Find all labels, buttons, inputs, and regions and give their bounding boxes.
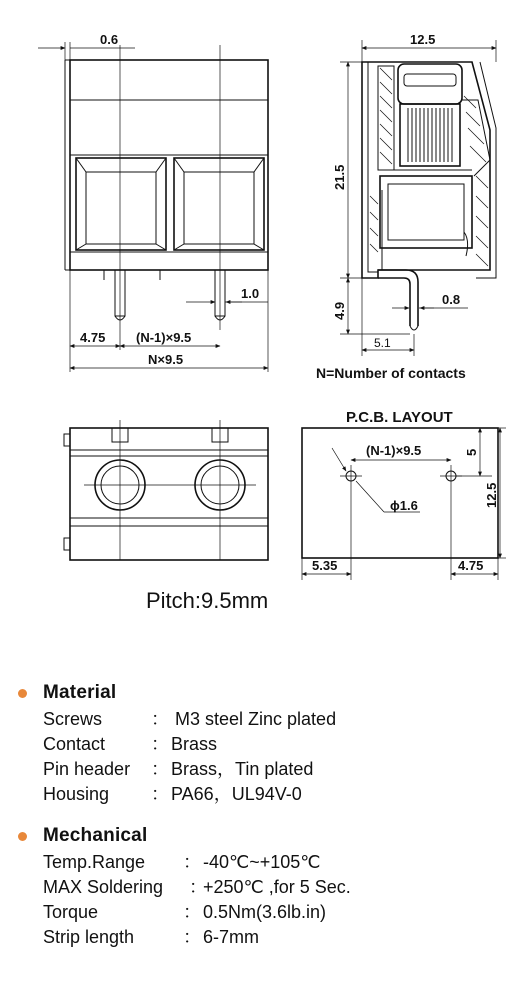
- spec-key: Temp.Range: [43, 852, 146, 872]
- spec-row: [14, 923, 514, 948]
- spec-separator: ：: [189, 877, 207, 897]
- dim-front-edge: 4.75: [80, 330, 106, 345]
- spec-key: Screws: [43, 709, 103, 729]
- dim-side-height: 21.5: [332, 164, 347, 190]
- mechanical-title: Mechanical: [43, 825, 148, 846]
- spec-value: PA66，UL94V-0: [171, 784, 302, 804]
- spec-row: [14, 848, 514, 873]
- material-title: Material: [43, 682, 117, 703]
- dim-pcb-12-5: 12.5: [484, 482, 499, 508]
- spec-key: Strip length: [43, 927, 135, 947]
- spec-key: Housing: [43, 784, 110, 804]
- spec-separator: ：: [151, 734, 169, 754]
- side-view: [316, 32, 496, 381]
- spec-row: [14, 898, 514, 923]
- dim-pcb-left: 5.35: [312, 558, 338, 573]
- top-view: [64, 420, 268, 560]
- spec-value: Brass: [171, 734, 218, 754]
- bullet-icon: [18, 689, 27, 698]
- screw-thread: [408, 108, 452, 162]
- spec-separator: ：: [183, 852, 201, 872]
- dim-pcb-pitch-sum: (N-1)×9.5: [366, 443, 422, 458]
- dim-side-width: 12.5: [410, 32, 436, 47]
- spec-value: M3 steel Zinc plated: [175, 709, 337, 729]
- pcb-layout: [302, 409, 506, 580]
- contacts-note: N=Number of contacts: [316, 365, 466, 381]
- spec-value: 0.5Nm(3.6lb.in): [203, 902, 327, 922]
- material-header: [14, 681, 514, 705]
- material-section: [14, 681, 514, 805]
- mechanical-section: [14, 824, 514, 948]
- dim-pcb-5: 5: [464, 448, 479, 456]
- pcb-layout-title: P.C.B. LAYOUT: [346, 409, 453, 426]
- spec-row: [14, 755, 514, 780]
- spec-key: Torque: [43, 902, 99, 922]
- mechanical-header: [14, 824, 514, 848]
- spec-separator: ：: [151, 709, 169, 729]
- front-view: [38, 32, 268, 372]
- dim-front-pitch-sum: (N-1)×9.5: [136, 330, 192, 345]
- spec-row: [14, 873, 514, 898]
- dim-front-pin: 1.0: [241, 286, 260, 301]
- dim-front-top: 0.6: [100, 32, 119, 47]
- spec-key: Contact: [43, 734, 106, 754]
- spec-separator: ：: [183, 902, 201, 922]
- spec-separator: ：: [151, 759, 169, 779]
- spec-key: MAX Soldering: [43, 877, 164, 897]
- spec-key: Pin header: [43, 759, 131, 779]
- dim-front-total: N×9.5: [148, 352, 184, 367]
- spec-separator: ：: [151, 784, 169, 804]
- dim-pcb-right: 4.75: [458, 558, 484, 573]
- spec-value: Brass，Tin plated: [171, 759, 314, 779]
- dim-side-pin-length: 4.9: [332, 301, 347, 320]
- pitch-label: Pitch:9.5mm: [146, 588, 269, 613]
- spec-value: +250℃ ,for 5 Sec.: [203, 877, 351, 897]
- dim-side-pin-offset: 5.1: [374, 336, 391, 350]
- spec-row: [14, 730, 514, 755]
- spec-separator: ：: [183, 927, 201, 947]
- dim-pcb-hole: ϕ1.6: [390, 498, 418, 513]
- spec-value: 6-7mm: [203, 927, 260, 947]
- spec-value: -40℃~+105℃: [203, 852, 321, 872]
- dim-side-pin-thickness: 0.8: [442, 292, 461, 307]
- spec-row: [14, 780, 514, 805]
- spec-row: [14, 705, 514, 730]
- bullet-icon: [18, 832, 27, 841]
